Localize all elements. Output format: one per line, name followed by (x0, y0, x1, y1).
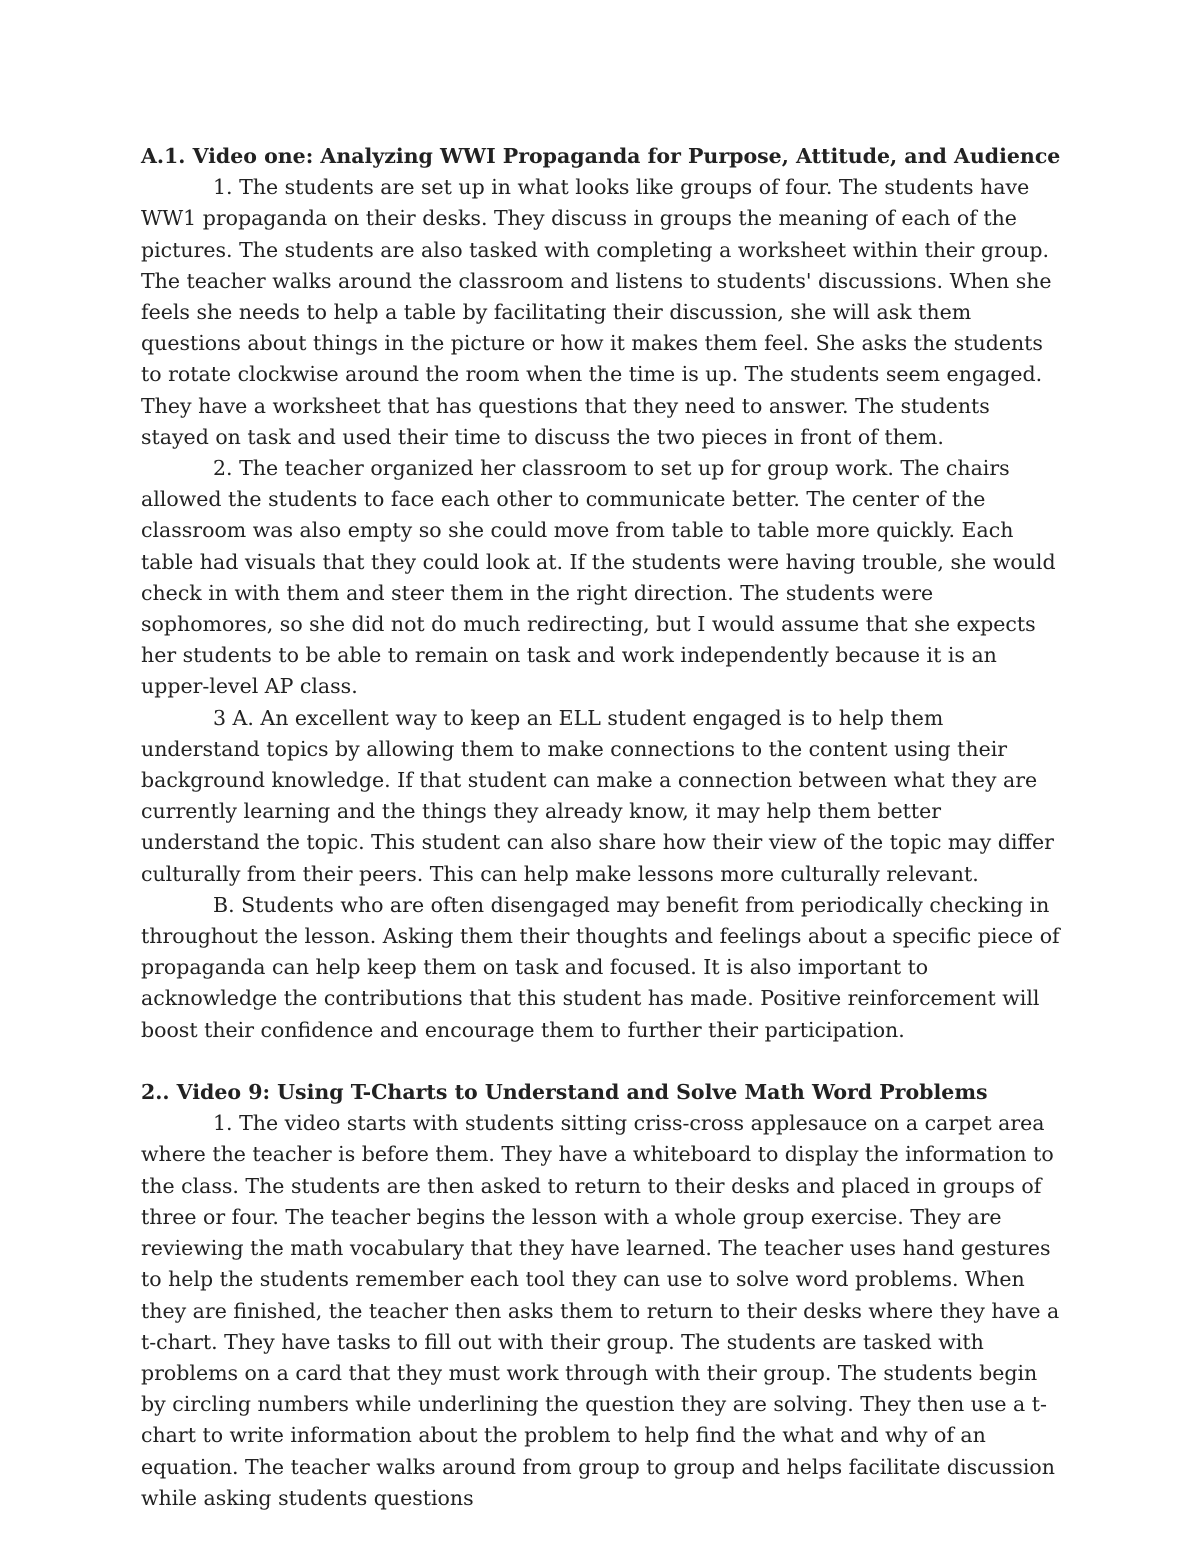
document-body (141, 141, 1061, 1514)
section-1-paragraph-3a: 3 A. An excellent way to keep an ELL student engaged is to help them understand topics by allowing them to make connections to the content using their background knowledge. If that student can make a connection between what they are currently learning and the things they already know, it may help them better understand the topic. This student can also share how their view of the topic may differ culturally from their peers. This can help make lessons more culturally relevant. (141, 705, 1054, 886)
section-1-paragraph-3b: B. Students who are often disengaged may benefit from periodically checking in throughout the lesson. Asking them their thoughts and feelings about a specific piece of propaganda can help keep them on task and focused. It is also important to acknowledge the contributions that this student has made. Positive reinforcement will boost their confidence and encourage them to further their participation. (141, 892, 1060, 1042)
section-spacer (141, 1046, 1061, 1077)
section-1-paragraph-1: 1. The students are set up in what looks like groups of four. The students have WW1 propaganda on their desks. They discuss in groups the meaning of each of the pictures. The students are also tasked with completing a worksheet within their group. The teacher walks around the classroom and listens to students' discussions. When she feels she needs to help a table by facilitating their discussion, she will ask them questions about things in the picture or how it makes them feel. She asks the students to rotate clockwise around the room when the time is up. The students seem engaged. They have a worksheet that has questions that they need to answer. The students stayed on task and used their time to discuss the two pieces in front of them. (141, 175, 1052, 449)
section-1-paragraph-2: 2. The teacher organized her classroom to set up for group work. The chairs allowed the students to face each other to communicate better. The center of the classroom was also empty so she could move from table to table more quickly. Each table had visuals that they could look at. If the students were having trouble, she would check in with them and steer them in the right direction. The students were sophomores, so she did not do much redirecting, but I would assume that she expects her students to be able to remain on task and work independently because it is an upper-level AP class. (141, 456, 1056, 699)
section-1-heading: A.1. Video one: Analyzing WWI Propaganda for Purpose, Attitude, and Audience (141, 144, 1061, 168)
section-2-paragraph-1: 1. The video starts with students sitting criss-cross applesauce on a carpet area where the teacher is before them. They have a whiteboard to display the information to the class. The students are then asked to return to their desks and placed in groups of three or four. The teacher begins the lesson with a whole group exercise. They are reviewing the math vocabulary that they have learned. The teacher uses hand gestures to help the students remember each tool they can use to solve word problems. When they are finished, the teacher then asks them to return to their desks where they have a t-chart. They have tasks to fill out with their group. The students are tasked with problems on a card that they must work through with their group. The students begin by circling numbers while underlining the question they are solving. They then use a t-chart to write information about the problem to help find the what and why of an equation. The teacher walks around from group to group and helps facilitate discussion while asking students questions (141, 1111, 1060, 1510)
section-2-heading: 2.. Video 9: Using T-Charts to Understand and Solve Math Word Problems (141, 1080, 988, 1105)
